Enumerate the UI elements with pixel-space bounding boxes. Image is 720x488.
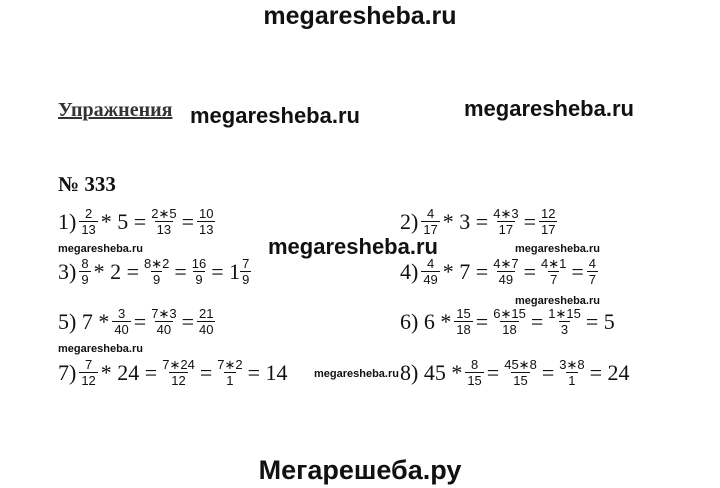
exercise-5 bbox=[58, 306, 218, 337]
watermark-small: megaresheba.ru bbox=[515, 295, 600, 307]
equals-sign: = bbox=[181, 208, 194, 234]
fraction: $\frac{7}{9}$ bbox=[242, 256, 250, 287]
exercise-label: 2) bbox=[400, 208, 419, 234]
fraction: $\frac{4∗3}{17}$ bbox=[493, 206, 519, 237]
fraction: $\frac{7∗2}{1}$ bbox=[217, 357, 243, 388]
equals-sign: = bbox=[571, 258, 584, 284]
watermark-center: megaresheba.ru bbox=[268, 234, 438, 259]
watermark-mid-right: megaresheba.ru bbox=[464, 96, 634, 121]
operator-text: * 24 = bbox=[100, 359, 158, 385]
fraction: $\frac{6∗15}{18}$ bbox=[493, 306, 526, 337]
exercise-label: 3) bbox=[58, 258, 77, 284]
watermark-bottom: Мегарешеба.ру bbox=[258, 455, 462, 485]
exercise-1 bbox=[58, 206, 218, 237]
watermark-small: megaresheba.ru bbox=[314, 368, 399, 380]
exercise-7 bbox=[58, 357, 288, 388]
fraction: $\frac{8}{9}$ bbox=[81, 256, 89, 287]
operator-text: = bbox=[133, 308, 147, 334]
equals-text: = 24 bbox=[589, 359, 630, 385]
fraction: $\frac{4∗1}{7}$ bbox=[541, 256, 567, 287]
fraction: $\frac{21}{40}$ bbox=[199, 306, 214, 337]
equals-sign: = bbox=[541, 359, 555, 385]
section-heading: Упражнения bbox=[58, 99, 173, 121]
operator-text: * 5 = bbox=[100, 208, 147, 234]
fraction: $\frac{15}{18}$ bbox=[456, 306, 471, 337]
equals-text: = 1 bbox=[211, 258, 241, 284]
fraction: $\frac{7}{12}$ bbox=[81, 357, 96, 388]
exercise-4 bbox=[400, 256, 601, 287]
fraction: $\frac{8∗2}{9}$ bbox=[143, 256, 170, 287]
watermark-top: megaresheba.ru bbox=[263, 2, 457, 30]
exercise-8 bbox=[400, 357, 630, 388]
operator-text: * 7 = bbox=[442, 258, 489, 284]
equals-sign: = bbox=[523, 258, 536, 284]
exercise-3 bbox=[58, 256, 254, 287]
equals-sign: = bbox=[174, 258, 187, 284]
fraction: $\frac{4∗7}{49}$ bbox=[493, 256, 519, 287]
watermark-small: megaresheba.ru bbox=[515, 243, 600, 255]
exercise-label: 1) bbox=[58, 208, 77, 234]
exercise-label: 7) bbox=[58, 359, 77, 385]
equals-sign: = bbox=[530, 308, 544, 334]
fraction: $\frac{2}{13}$ bbox=[81, 206, 96, 237]
fraction: $\frac{4}{17}$ bbox=[423, 206, 438, 237]
watermark-small: megaresheba.ru bbox=[58, 243, 143, 255]
exercise-label: 4) bbox=[400, 258, 419, 284]
operator-text: * 3 = bbox=[442, 208, 489, 234]
fraction: $\frac{4}{49}$ bbox=[423, 256, 438, 287]
exercise-2 bbox=[400, 206, 560, 237]
watermark-mid-left: megaresheba.ru bbox=[190, 103, 360, 128]
fraction: $\frac{10}{13}$ bbox=[199, 206, 214, 237]
fraction: $\frac{2∗5}{13}$ bbox=[151, 206, 177, 237]
fraction: $\frac{7∗24}{12}$ bbox=[162, 357, 195, 388]
fraction: $\frac{4}{7}$ bbox=[588, 256, 597, 287]
exercise-label: 5) 7 * bbox=[58, 308, 110, 334]
equals-sign: = bbox=[181, 308, 194, 334]
exercise-label: 6) 6 * bbox=[400, 308, 452, 334]
operator-text: = bbox=[475, 308, 489, 334]
equals-text: = 14 bbox=[247, 359, 288, 385]
operator-text: = bbox=[486, 359, 500, 385]
exercise-label: 8) 45 * bbox=[400, 359, 463, 385]
fraction: $\frac{16}{9}$ bbox=[191, 256, 207, 287]
equals-text: = 5 bbox=[585, 308, 615, 334]
fraction: $\frac{3}{40}$ bbox=[114, 306, 129, 337]
fraction: $\frac{12}{17}$ bbox=[541, 206, 556, 237]
equals-sign: = bbox=[523, 208, 536, 234]
fraction: $\frac{7∗3}{40}$ bbox=[151, 306, 177, 337]
watermark-small: megaresheba.ru bbox=[58, 343, 143, 355]
fraction: $\frac{45∗8}{15}$ bbox=[504, 357, 537, 388]
equals-sign: = bbox=[199, 359, 213, 385]
operator-text: * 2 = bbox=[93, 258, 139, 284]
problem-number: № 333 bbox=[58, 172, 116, 196]
exercise-6 bbox=[400, 306, 615, 337]
fraction: $\frac{8}{15}$ bbox=[467, 357, 482, 388]
fraction: $\frac{3∗8}{1}$ bbox=[559, 357, 585, 388]
fraction: $\frac{1∗15}{3}$ bbox=[548, 306, 581, 337]
